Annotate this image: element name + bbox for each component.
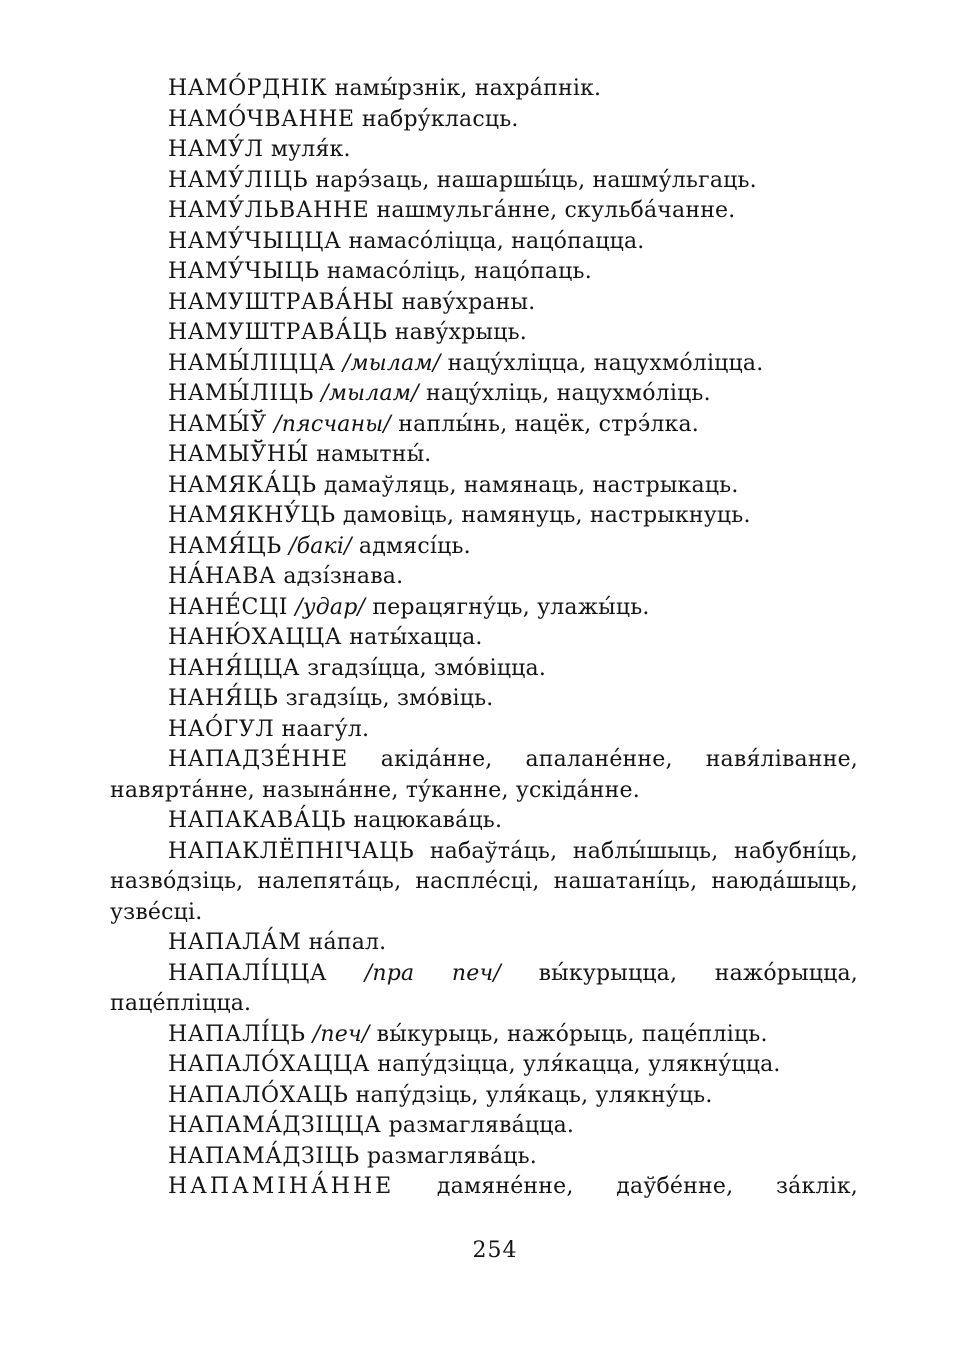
entry-definition (314, 381, 321, 406)
entry-context: /пра печ/ (364, 960, 502, 986)
entry-definition: адмясі́ць. (351, 533, 471, 559)
dictionary-entry (110, 1050, 858, 1081)
entry-line (110, 715, 858, 746)
entry-definition: размаглява́цца. (381, 1113, 575, 1138)
entry-headword: НАПАЛО́ХАЦЬ (168, 1082, 349, 1108)
entry-line (110, 379, 858, 410)
entry-definition: намасо́ліцца, нацо́пацца. (341, 228, 645, 254)
entry-line (110, 745, 858, 776)
entry-line (110, 867, 858, 898)
entry-definition: згадзі́ць, змо́віць. (278, 686, 494, 711)
entry-line (110, 562, 858, 593)
entry-definition (306, 1022, 313, 1047)
entry-definition: муля́к. (263, 137, 351, 162)
entry-headword: НАМЯКНУ́ЦЬ (168, 503, 336, 528)
entry-headword: НАНЯ́ЦЬ (168, 686, 279, 711)
dictionary-entry (110, 501, 858, 532)
entry-headword: НАМУШТРАВА́ЦЬ (168, 320, 388, 345)
entry-line (110, 989, 858, 1020)
page-number: 254 (472, 1238, 518, 1263)
dictionary-entry (110, 74, 858, 105)
entry-definition: узве́сці. (110, 899, 203, 925)
dictionary-entry (110, 410, 858, 441)
dictionary-entry (110, 928, 858, 959)
entry-definition: нашмульга́нне, скульба́чанне. (369, 198, 736, 223)
entry-headword: НАПАКЛЁПНІЧАЦЬ (168, 838, 415, 864)
entry-line (110, 1050, 858, 1081)
entry-line (110, 532, 858, 563)
entry-headword: НА́НАВА (168, 564, 277, 589)
entry-definition: паце́пліцца. (110, 991, 252, 1016)
entry-line (110, 806, 858, 837)
entry-headword: НАПАЛІ́ЦЬ (168, 1021, 306, 1047)
entry-definition: наву́хрыць. (387, 320, 527, 345)
entry-definition: дамаўляць, намянаць, настрыкаць. (316, 472, 739, 498)
entry-definition: дамяне́нне, даўбе́нне, за́клік, (394, 1174, 858, 1199)
entry-definition: на́пал. (301, 930, 387, 955)
dictionary-entry (110, 440, 858, 471)
dictionary-entry (110, 349, 858, 380)
dictionary-entry (110, 562, 858, 593)
dictionary-entry (110, 654, 858, 685)
entry-context: /бакі/ (288, 533, 352, 559)
entry-headword: НАМУ́ЧЫЦЬ (168, 259, 320, 284)
entry-definition: перацягну́ць, улажы́ць. (365, 594, 650, 620)
dictionary-entries (110, 74, 858, 1203)
entry-definition: наву́храны. (394, 289, 536, 315)
entry-line (110, 1081, 858, 1112)
entry-headword: НАМУШТРАВА́НЫ (168, 289, 395, 315)
entry-line (110, 349, 858, 380)
dictionary-entry (110, 959, 858, 1020)
entry-definition: вы́курыць, нажо́рыць, паце́пліць. (369, 1021, 768, 1047)
entry-headword: НАМЯКА́ЦЬ (168, 472, 317, 498)
entry-line (110, 623, 858, 654)
entry-context: /мылам/ (321, 381, 419, 406)
entry-headword: НАО́ГУЛ (168, 716, 275, 742)
entry-definition: акіда́нне, апалане́нне, навя́ліванне, (347, 747, 858, 772)
entry-line (110, 105, 858, 136)
dictionary-entry (110, 532, 858, 563)
entry-headword: НАПАЛО́ХАЦЦА (168, 1052, 371, 1077)
entry-line (110, 318, 858, 349)
dictionary-entry (110, 745, 858, 806)
entry-line (110, 898, 858, 929)
entry-line (110, 166, 858, 197)
entry-line (110, 928, 858, 959)
entry-headword: НАМЯ́ЦЬ (168, 533, 282, 559)
entry-line (110, 196, 858, 227)
entry-definition: назво́дзіць, налепята́ць, наспле́сці, нашатані́ць, наюда́шыць, (110, 869, 858, 894)
entry-headword: НАПАМА́ДЗІЦЬ (168, 1143, 360, 1169)
entry-headword: НАМО́РДНІК (168, 76, 328, 101)
entry-definition: дамовіць, намянуць, настрыкнуць. (335, 503, 751, 528)
entry-definition: намытны́. (308, 442, 432, 467)
entry-headword: НАМЫ́ЛІЦЬ (168, 381, 314, 406)
entry-headword: НАПАДЗЕ́ННЕ (168, 747, 348, 772)
entry-context: /мылам/ (342, 350, 441, 376)
dictionary-entry (110, 227, 858, 258)
dictionary-entry (110, 593, 858, 624)
entry-line (110, 593, 858, 624)
entry-line (110, 74, 858, 105)
entry-headword: НАНЕ́СЦІ (168, 594, 289, 620)
entry-definition: нацу́хліць, нацухмо́ліць. (418, 381, 711, 406)
dictionary-entry (110, 1172, 858, 1203)
entry-definition: напу́дзіцца, уля́кацца, улякну́цца. (370, 1052, 781, 1077)
dictionary-entry (110, 135, 858, 166)
dictionary-entry (110, 105, 858, 136)
entry-line (110, 1142, 858, 1173)
entry-definition: нарэ́заць, нашаршы́ць, нашму́льгаць. (308, 167, 757, 193)
entry-line (110, 959, 858, 990)
entry-line (110, 1020, 858, 1051)
entry-line (110, 837, 858, 868)
dictionary-entry (110, 196, 858, 227)
entry-line (110, 471, 858, 502)
entry-line (110, 684, 858, 715)
entry-line (110, 440, 858, 471)
dictionary-entry (110, 257, 858, 288)
entry-definition: нацу́хліцца, нацухмо́ліцца. (440, 350, 764, 376)
entry-context: /печ/ (312, 1021, 370, 1047)
entry-headword: НАМЫЎНЫ́ (168, 442, 309, 467)
entry-line (110, 501, 858, 532)
entry-headword: НАПАКАВА́ЦЬ (168, 808, 347, 833)
entry-definition: адзі́знава. (276, 564, 404, 589)
dictionary-entry (110, 806, 858, 837)
entry-definition: наплы́нь, нацёк, стрэ́лка. (391, 411, 699, 437)
dictionary-entry (110, 1111, 858, 1142)
entry-definition: навярта́нне, назына́нне, ту́канне, ускіда́нне. (110, 777, 640, 803)
entry-definition: згадзі́цца, змо́віцца. (300, 655, 547, 681)
entry-definition: намы́рзнік, нахра́пнік. (327, 76, 602, 101)
entry-line (110, 654, 858, 685)
entry-definition: размаглява́ць. (359, 1143, 538, 1169)
entry-definition: напу́дзіць, уля́каць, улякну́ць. (348, 1082, 713, 1108)
entry-line (110, 410, 858, 441)
dictionary-entry (110, 471, 858, 502)
entry-definition: набру́класць. (354, 106, 519, 132)
entry-headword: НАПАЛІ́ЦЦА (168, 960, 328, 986)
entry-context: /удар/ (295, 594, 366, 620)
dictionary-entry (110, 1142, 858, 1173)
entry-line (110, 135, 858, 166)
entry-context: /пясчаны/ (274, 411, 392, 437)
entry-definition: наты́хацца. (342, 625, 483, 650)
dictionary-entry (110, 288, 858, 319)
entry-definition: нацюкава́ць. (346, 808, 503, 833)
entry-headword: НАМУ́ЛІЦЬ (168, 167, 309, 193)
entry-headword: НАМУ́ЧЫЦЦА (168, 228, 342, 254)
entry-definition: наагу́л. (274, 716, 370, 742)
entry-headword: НАНЮ́ХАЦЦА (168, 625, 343, 650)
entry-line (110, 257, 858, 288)
dictionary-entry (110, 715, 858, 746)
entry-definition: намасо́ліць, нацо́паць. (319, 259, 592, 284)
entry-headword: НАПАМА́ДЗІЦЦА (168, 1113, 382, 1138)
entry-headword: НАМУ́ЛЬВАННЕ (168, 198, 370, 223)
dictionary-entry (110, 1081, 858, 1112)
entry-line (110, 227, 858, 258)
entry-line (110, 1111, 858, 1142)
entry-line (110, 288, 858, 319)
entry-headword: НАМЫ́Ў (168, 411, 267, 437)
entry-definition (282, 534, 289, 559)
entry-line (110, 776, 858, 807)
entry-headword: НАМО́ЧВАННЕ (168, 106, 355, 132)
entry-headword: НАНЯ́ЦЦА (168, 655, 301, 681)
dictionary-entry (110, 1020, 858, 1051)
entry-definition (336, 351, 343, 376)
dictionary-entry (110, 379, 858, 410)
dictionary-entry (110, 684, 858, 715)
dictionary-entry (110, 166, 858, 197)
entry-definition: вы́курыцца, нажо́рыцца, (501, 960, 858, 986)
entry-headword: НАМЫ́ЛІЦЦА (168, 350, 336, 376)
entry-headword: НАПАМІНА́ННЕ (168, 1174, 395, 1199)
dictionary-entry (110, 837, 858, 929)
entry-line (110, 1172, 858, 1203)
dictionary-entry (110, 623, 858, 654)
entry-definition: набаўта́ць, наблы́шыць, набубні́ць, (414, 838, 858, 864)
dictionary-entry (110, 318, 858, 349)
entry-headword: НАПАЛА́М (168, 930, 302, 955)
entry-definition (327, 961, 365, 986)
entry-headword: НАМУ́Л (168, 137, 264, 162)
